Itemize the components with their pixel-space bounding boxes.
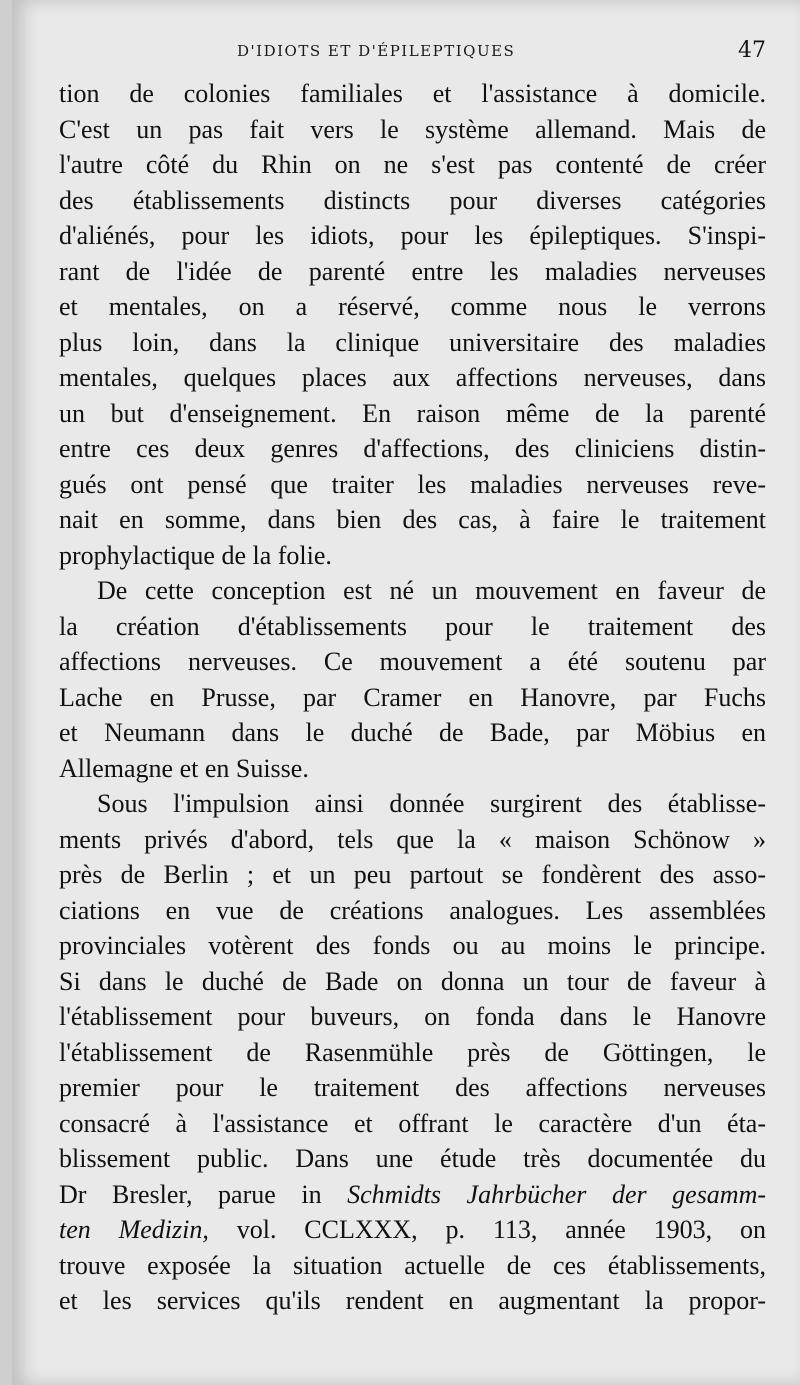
text-line: près de Berlin ; et un peu partout se fondèrent des asso- xyxy=(59,860,766,889)
text-line: et les services qu'ils rendent en augmentant la propor- xyxy=(59,1286,766,1315)
text-line: entre ces deux genres d'affections, des cliniciens distin- xyxy=(59,434,766,463)
paragraph-end-line: prophylactique de la folie. xyxy=(59,540,332,570)
text-line: Si dans le duché de Bade on donna un tour de faveur à xyxy=(59,966,766,996)
text-line: l'établissement pour buveurs, on fonda dans le Hanovre xyxy=(59,1002,766,1031)
text-line: tion de colonies familiales et l'assistance à domicile. xyxy=(59,79,766,108)
page-number: 47 xyxy=(738,38,766,63)
text-line: des établissements distincts pour diverses catégories xyxy=(59,185,766,215)
journal-title-italic: Schmidts Jahrbücher der gesamm- xyxy=(347,1179,766,1209)
text-line: trouve exposée la situation actuelle de ces établissements, xyxy=(59,1250,766,1280)
text-line: un but d'enseignement. En raison même de la parenté xyxy=(59,398,766,428)
text-line: provinciales votèrent des fonds ou au moins le principe. xyxy=(59,931,766,960)
text-run: Dr Bresler, parue in xyxy=(59,1179,322,1209)
text-line: premier pour le traitement des affections nerveuses xyxy=(59,1073,766,1102)
text-line: nait en somme, dans bien des cas, à faire le traitement xyxy=(59,505,766,534)
body-text xyxy=(59,76,766,1319)
text-line: C'est un pas fait vers le système allemand. Mais de xyxy=(59,114,766,144)
text-line: ciations en vue de créations analogues. Les assemblées xyxy=(59,895,766,925)
paragraph-end-line: Allemagne et en Suisse. xyxy=(59,753,309,783)
text-line: et Neumann dans le duché de Bade, par Möbius en xyxy=(59,718,766,747)
text-run: vol. CCLXXX, p. 113, année 1903, on xyxy=(236,1215,766,1244)
text-line: consacré à l'assistance et offrant le caractère d'un éta- xyxy=(59,1108,766,1138)
journal-title-italic: ten Medizin, xyxy=(59,1215,209,1244)
book-page xyxy=(12,0,800,1385)
text-line-with-citation xyxy=(59,1212,766,1248)
running-head: D'IDIOTS ET D'ÉPILEPTIQUES xyxy=(237,42,516,60)
text-line: Lache en Prusse, par Cramer en Hanovre, par Fuchs xyxy=(59,682,766,712)
text-line: et mentales, on a réservé, comme nous le verrons xyxy=(59,292,766,321)
text-line: d'aliénés, pour les idiots, pour les épileptiques. S'inspi- xyxy=(59,221,766,250)
text-line: l'autre côté du Rhin on ne s'est pas contenté de créer xyxy=(59,150,766,179)
paragraph-start-line: Sous l'impulsion ainsi donnée surgirent des établisse- xyxy=(97,789,766,818)
text-line: la création d'établissements pour le traitement des xyxy=(59,611,766,641)
text-line: affections nerveuses. Ce mouvement a été soutenu par xyxy=(59,647,766,676)
text-line: ments privés d'abord, tels que la « maison Schönow » xyxy=(59,824,766,854)
text-line: l'établissement de Rasenmühle près de Göttingen, le xyxy=(59,1037,766,1067)
text-line: gués ont pensé que traiter les maladies nerveuses reve- xyxy=(59,469,766,499)
text-line: plus loin, dans la clinique universitaire des maladies xyxy=(59,327,766,357)
text-line: mentales, quelques places aux affections nerveuses, dans xyxy=(59,363,766,392)
paragraph-start-line: De cette conception est né un mouvement en faveur de xyxy=(97,576,766,605)
text-line: blissement public. Dans une étude très documentée du xyxy=(59,1144,766,1173)
text-line-with-citation xyxy=(59,1177,766,1213)
text-line: rant de l'idée de parenté entre les maladies nerveuses xyxy=(59,256,766,286)
